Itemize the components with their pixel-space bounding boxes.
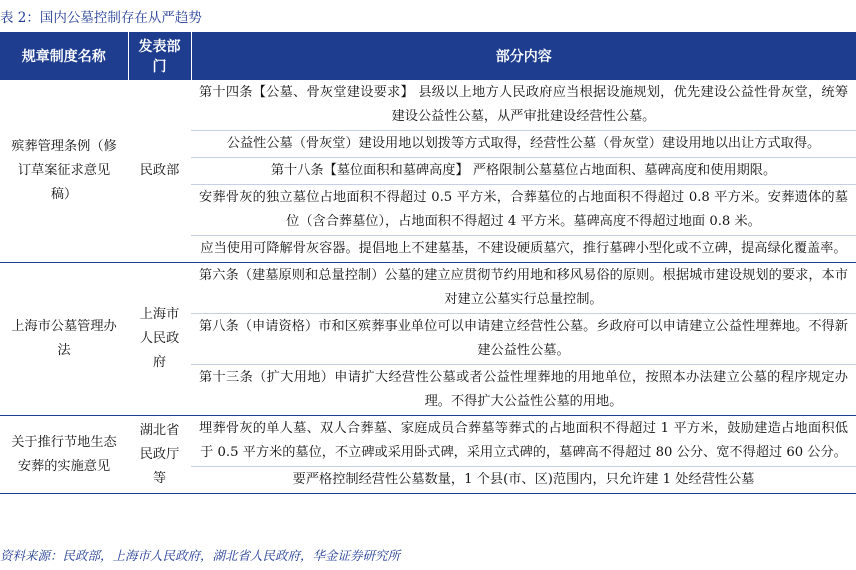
content-cell: 公益性公墓（骨灰堂）建设用地以划拨等方式取得，经营性公墓（骨灰堂）建设用地以出让方式取得。 — [191, 131, 856, 158]
table-caption: 表 2：国内公墓控制存在从严趋势 — [0, 10, 202, 26]
table-row — [0, 80, 856, 131]
table-row — [0, 263, 856, 314]
content-cell: 应当使用可降解骨灰容器。提倡地上不建墓基，不建设硬质墓穴，推行墓碑小型化或不立碑，提高绿化覆盖率。 — [191, 236, 856, 263]
content-cell: 要严格控制经营性公墓数量，1 个县(市、区)范围内，只允许建 1 处经营性公墓 — [191, 467, 856, 494]
department-cell: 上海市人民政府 — [128, 263, 191, 416]
header-department: 发表部门 — [128, 32, 191, 80]
regulation-name-cell: 殡葬管理条例（修订草案征求意见稿） — [0, 80, 128, 263]
header-regulation-name: 规章制度名称 — [0, 32, 128, 80]
department-cell: 湖北省民政厅等 — [128, 416, 191, 494]
regulation-table — [0, 32, 856, 494]
content-cell: 安葬骨灰的独立墓位占地面积不得超过 0.5 平方米，合葬墓位的占地面积不得超过 0.8 平方米。安葬遗体的墓位（含合葬墓位），占地面积不得超过 4 平方米。墓碑高度不得超过地面 0.8 米。 — [191, 185, 856, 236]
content-cell: 第十三条（扩大用地）申请扩大经营性公墓或者公益性埋葬地的用地单位，按照本办法建立公墓的程序规定办理。不得扩大公益性公墓的用地。 — [191, 365, 856, 416]
content-cell: 埋葬骨灰的单人墓、双人合葬墓、家庭成员合葬墓等葬式的占地面积不得超过 1 平方米，鼓励建造占地面积低于 0.5 平方米的墓位，不立碑或采用卧式碑，采用立式碑的，墓碑高不得超过 80 公分、宽不得超过 60 公分。 — [191, 416, 856, 467]
content-cell: 第六条（建墓原则和总量控制）公墓的建立应贯彻节约用地和移风易俗的原则。根据城市建设规划的要求，本市对建立公墓实行总量控制。 — [191, 263, 856, 314]
content-cell: 第十八条【墓位面积和墓碑高度】 严格限制公墓墓位占地面积、墓碑高度和使用期限。 — [191, 158, 856, 185]
regulation-table-container — [0, 32, 856, 494]
table-row — [0, 416, 856, 467]
source-note: 资料来源：民政部，上海市人民政府，湖北省人民政府，华金证券研究所 — [0, 548, 401, 563]
header-content: 部分内容 — [191, 32, 856, 80]
content-cell: 第十四条【公墓、骨灰堂建设要求】 县级以上地方人民政府应当根据设施规划，优先建设公益性骨灰堂，统筹建设公益性公墓，从严审批建设经营性公墓。 — [191, 80, 856, 131]
regulation-name-cell: 上海市公墓管理办法 — [0, 263, 128, 416]
department-cell: 民政部 — [128, 80, 191, 263]
content-cell: 第八条（申请资格）市和区殡葬事业单位可以申请建立经营性公墓。乡政府可以申请建立公益性埋葬地。不得新建公益性公墓。 — [191, 314, 856, 365]
regulation-name-cell: 关于推行节地生态安葬的实施意见 — [0, 416, 128, 494]
table-header-row — [0, 32, 856, 80]
